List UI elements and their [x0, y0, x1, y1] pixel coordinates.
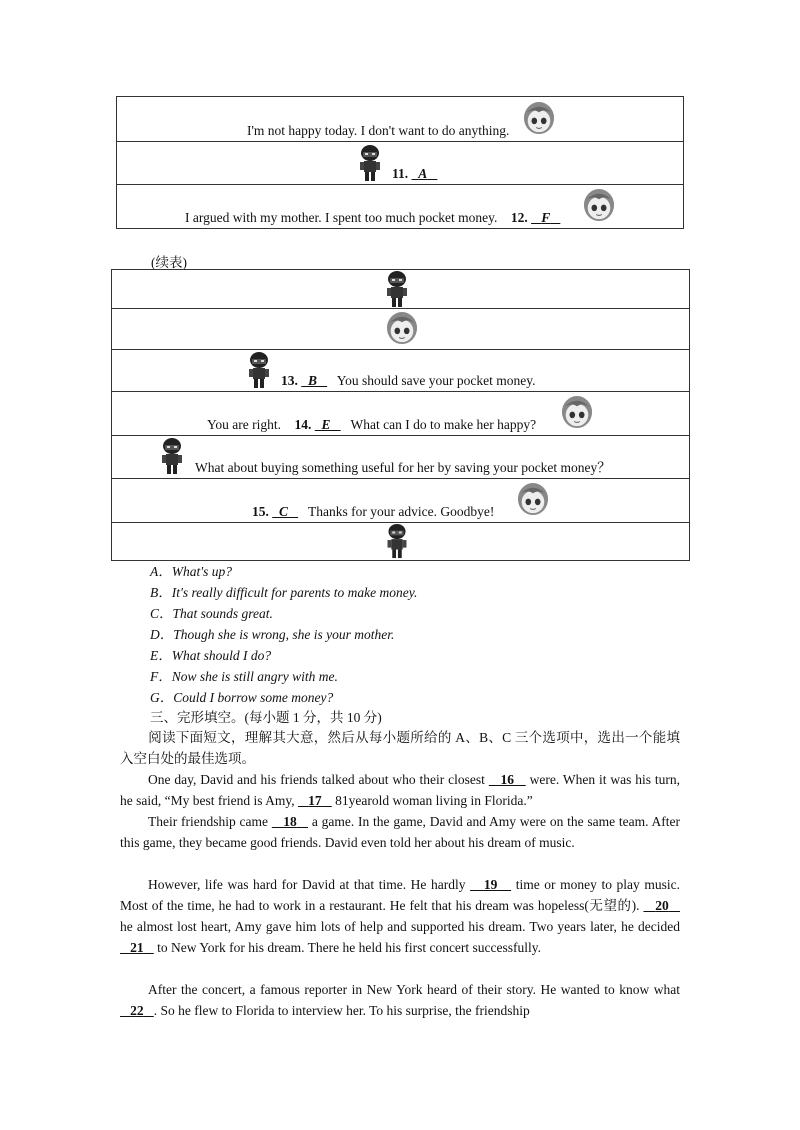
dialogue-row — [117, 185, 684, 229]
girl-avatar-icon — [386, 310, 418, 348]
dialogue-text: What about buying something useful for her by saving your pocket money？ — [195, 460, 611, 475]
answer-blank: B — [308, 373, 318, 388]
instructions: 阅读下面短文，理解其大意，然后从每小题所给的 A、B、C 三个选项中，选出一个能填入空白处的最佳选项。 — [120, 730, 680, 766]
passage-paragraph-3: However, life was hard for David at that time. He hardly 19 time or money to play music. Most of the time, he had to work in a restaurant. He felt that his dream was hopeless(无望的). 20 he almost lost heart, Amy gave him lots of help and supported his dream. Two years later, he decided 21 to New York for his dream. There he held his first concert successfully. — [120, 877, 681, 955]
question-number: 11. — [392, 166, 409, 181]
dialogue-row — [117, 142, 684, 185]
question-number: 12. — [510, 210, 528, 225]
cloze-blank: 18 — [283, 814, 297, 829]
dialogue-row — [112, 350, 690, 392]
passage-paragraph-2: Their friendship came 18 a game. In the game, David and Amy were on the same team. After this game, they became good friends. David even told her about his dream of music. — [120, 814, 681, 850]
answer-options — [150, 561, 417, 708]
dialogue-row — [112, 523, 690, 561]
dialogue-text: I argued with my mother. I spent too much pocket money. — [185, 210, 498, 225]
option-item: A．What's up? — [150, 564, 233, 579]
girl-avatar-icon — [517, 481, 549, 519]
boy-avatar-icon — [247, 351, 271, 389]
boy-avatar-icon — [385, 523, 409, 559]
boy-avatar-icon — [358, 143, 382, 183]
dialogue-text: What can I do to make her happy? — [350, 417, 537, 432]
section-title: 三、完形填空。(每小题 1 分，共 10 分) — [150, 710, 382, 725]
cloze-blank: 17 — [308, 793, 322, 808]
question-number: 14. — [294, 417, 312, 432]
cloze-blank: 16 — [500, 772, 514, 787]
option-item: G．Could I borrow some money? — [150, 690, 334, 705]
dialogue-text: You should save your pocket money. — [336, 373, 536, 388]
option-item: B．It's really difficult for parents to make money. — [150, 585, 418, 600]
answer-blank: F — [541, 210, 551, 225]
girl-avatar-icon — [583, 186, 615, 226]
boy-avatar-icon — [160, 437, 184, 475]
cloze-blank: 22 — [130, 1003, 144, 1018]
dialogue-table-1 — [116, 96, 684, 229]
dialogue-row — [112, 436, 690, 479]
cloze-blank: 19 — [483, 877, 498, 892]
passage-paragraph-4: After the concert, a famous reporter in New York heard of their story. He wanted to know what 22 . So he flew to Florida to interview her. To his surprise, the friendship — [120, 979, 680, 1021]
answer-blank: C — [279, 504, 289, 519]
question-number: 13. — [281, 373, 298, 388]
girl-avatar-icon — [523, 99, 555, 139]
option-item: E．What should I do? — [150, 648, 272, 663]
answer-blank: A — [418, 166, 428, 181]
dialogue-row — [112, 270, 690, 309]
dialogue-row — [112, 479, 690, 523]
option-item: C．That sounds great. — [150, 606, 273, 621]
dialogue-row — [112, 309, 690, 350]
dialogue-row — [112, 392, 690, 436]
dialogue-text: Thanks for your advice. Goodbye! — [308, 504, 495, 519]
cloze-blank: 21 — [130, 940, 144, 955]
answer-blank: E — [321, 417, 331, 432]
passage-paragraph-1: One day, David and his friends talked about who their closest 16 were. When it was his turn, he said, “My best friend is Amy, 17 81yearold woman living in Florida.” — [120, 772, 681, 808]
option-item: D．Though she is wrong, she is your mother. — [150, 627, 395, 642]
dialogue-row — [117, 97, 684, 142]
boy-avatar-icon — [385, 270, 409, 308]
continued-label: (续表) — [151, 255, 187, 270]
dialogue-text: I'm not happy today. I don't want to do anything. — [247, 123, 510, 138]
question-number: 15. — [252, 504, 269, 519]
dialogue-table-2 — [111, 269, 690, 561]
girl-avatar-icon — [561, 394, 593, 432]
option-item: F．Now she is still angry with me. — [150, 669, 338, 684]
dialogue-text: You are right. — [207, 417, 281, 432]
cloze-blank: 20 — [655, 898, 669, 913]
